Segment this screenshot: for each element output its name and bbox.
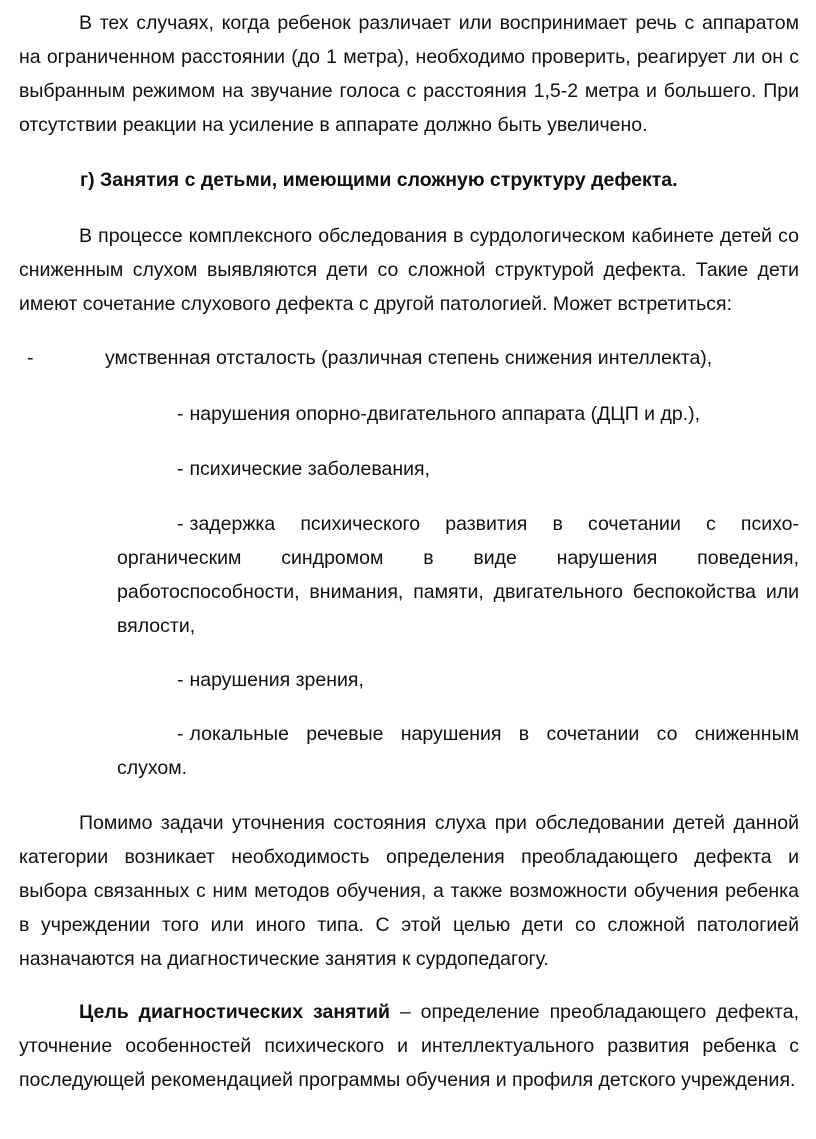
list-item-text: нарушения опорно-двигательного аппарата (ДЦП и др.), [189, 403, 701, 425]
list-item [19, 452, 799, 486]
list-item-text: психические заболевания, [189, 458, 431, 480]
list-dash: - [177, 669, 184, 691]
list-dash: - [177, 458, 184, 480]
list-dash: - [177, 403, 184, 425]
list-dash: - [177, 513, 184, 535]
paragraph-process: В процессе комплексного обследования в сурдологическом кабинете детей со сниженным слухом выявляются дети со сложной структурой дефекта. Такие дети имеют сочетание слухового дефекта с другой патологией. Может встретиться: [19, 225, 799, 315]
list-item-text: задержка психического развития в сочетании с психо-органическим синдромом в виде нарушения поведения, работоспособности, внимания, памяти, двигательного беспокойства или вялости, [117, 513, 799, 637]
goal-label: Цель диагностических занятий [79, 1001, 390, 1023]
goal-text: – определение преобладающего дефекта, уточнение особенностей психического и интеллектуального развития ребенка с последующей рекомендацией программы обучения и профиля детского учреждения. [19, 1001, 799, 1091]
list-item-text: нарушения зрения, [189, 669, 364, 691]
list-dash: - [177, 723, 184, 745]
paragraph-goal [19, 995, 799, 1097]
section-heading: г) Занятия с детьми, имеющими сложную структуру дефекта. [80, 169, 678, 191]
list-item [19, 663, 799, 697]
list-dash: - [27, 347, 34, 369]
list-item [19, 397, 799, 431]
list-item-text: локальные речевые нарушения в сочетании со сниженным слухом. [117, 723, 799, 779]
list-item [19, 717, 799, 785]
list-item-text: умственная отсталость (различная степень снижения интеллекта), [105, 347, 713, 369]
paragraph-intro: В тех случаях, когда ребенок различает или воспринимает речь с аппаратом на ограниченном расстоянии (до 1 метра), необходимо проверить, реагирует ли он с выбранным режимом на звучание голоса с расстояния 1,5-2 метра и большего. При отсутствии реакции на усиление в аппарате должно быть увеличено. [19, 12, 799, 136]
list-item [19, 507, 799, 643]
paragraph-besides: Помимо задачи уточнения состояния слуха при обследовании детей данной категории возникает необходимость определения преобладающего дефекта и выбора связанных с ним методов обучения, а также возможности обучения ребенка в учреждении того или иного типа. С этой целью дети со сложной патологией назначаются на диагностические занятия к сурдопедагогу. [19, 812, 799, 970]
list-item-top [19, 341, 799, 375]
